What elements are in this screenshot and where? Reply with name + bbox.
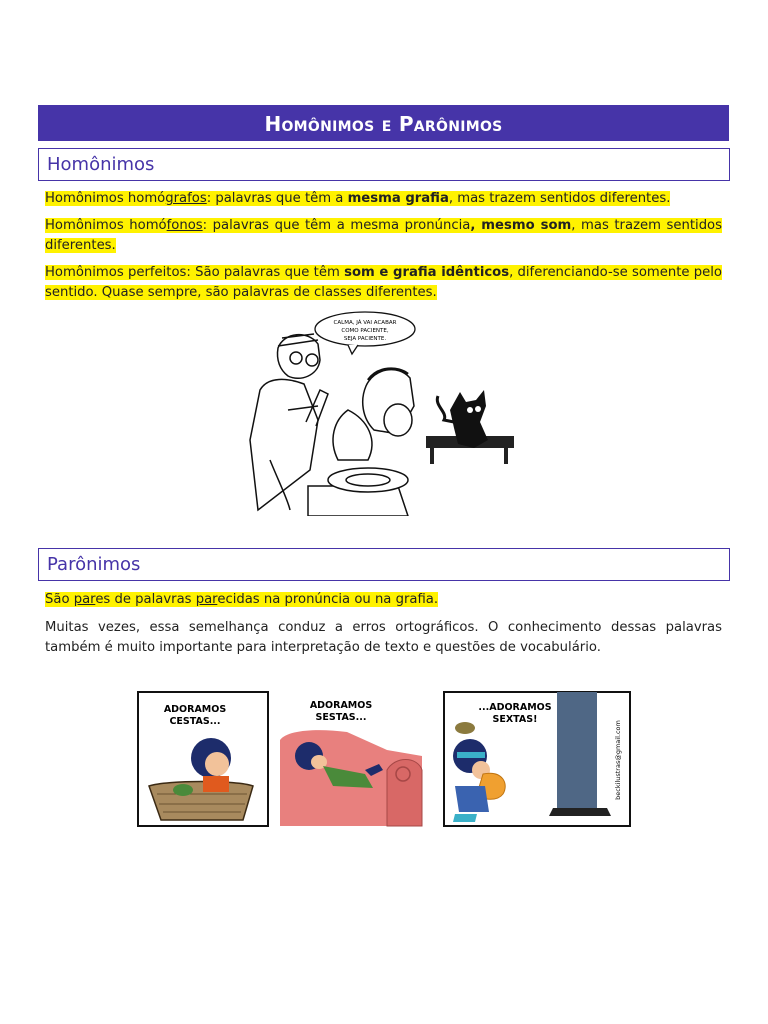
text-span: Homônimos perfeitos: São palavras que têm: [45, 265, 345, 280]
bubble-line-3: SEJA PACIENTE.: [343, 336, 387, 342]
text-span: , diferenciando-se somente pelo sentido. Quase sempre, são palavras de classes diferentes.: [45, 265, 723, 300]
paragraph-homografos: [45, 189, 722, 209]
text-span: São: [45, 592, 74, 607]
dentist-cartoon-illustration: [248, 310, 520, 516]
text-span: , mas trazem sentidos diferentes.: [45, 218, 722, 253]
text-span-emphasis: mesma grafia: [347, 191, 449, 206]
section-heading-paronimos: Parônimos: [38, 548, 730, 581]
text-span: Homônimos homó: [45, 191, 166, 206]
paragraph-homofonos: [45, 216, 722, 256]
panel-3-line-2: SEXTAS!: [492, 714, 538, 725]
bubble-line-1: CALMA, JÁ VAI ACABAR: [333, 320, 397, 326]
panel-2-line-1: ADORAMOS: [309, 700, 373, 711]
page-title: Homônimos e Parônimos: [38, 105, 729, 141]
comic-strip-illustration: [137, 690, 633, 830]
paragraph-paronimos-definition: [45, 590, 722, 610]
paragraph-paronimos-explanation: Muitas vezes, essa semelhança conduz a erros ortográficos. O conhecimento dessas palavras também é muito importante para interpretação de texto e questões de vocabulário.: [45, 620, 722, 655]
panel-2-line-2: SESTAS...: [315, 712, 367, 723]
comic-panel-3: [444, 692, 630, 826]
text-span-underlined: par: [195, 592, 218, 607]
paragraph-perfeitos: [45, 263, 722, 303]
text-span: : palavras que têm a mesma pronúncia: [202, 218, 471, 233]
text-span: : palavras que têm a: [206, 191, 348, 206]
section-heading-homonimos: Homônimos: [38, 148, 730, 181]
text-span-underlined: par: [73, 592, 96, 607]
comic-credit: beckilustras@gmail.com: [614, 720, 622, 800]
panel-3-line-1: ...ADORAMOS: [478, 702, 552, 713]
text-span-emphasis: som e grafia idênticos: [344, 265, 510, 280]
bubble-line-2: COMO PACIENTE,: [341, 328, 389, 334]
text-span-underlined: fonos: [166, 218, 203, 233]
panel-1-line-2: CESTAS...: [169, 716, 221, 727]
text-span: es de palavras: [95, 592, 196, 607]
comic-panel-2: [280, 692, 422, 826]
panel-1-line-1: ADORAMOS: [163, 704, 227, 715]
text-span: ecidas na pronúncia ou na grafia.: [217, 592, 439, 607]
text-span: Homônimos homó: [45, 218, 167, 233]
text-span: , mas trazem sentidos diferentes.: [448, 191, 671, 206]
text-span-emphasis: , mesmo som: [470, 218, 572, 233]
text-span-underlined: grafos: [165, 191, 207, 206]
comic-panel-1: [138, 692, 268, 826]
